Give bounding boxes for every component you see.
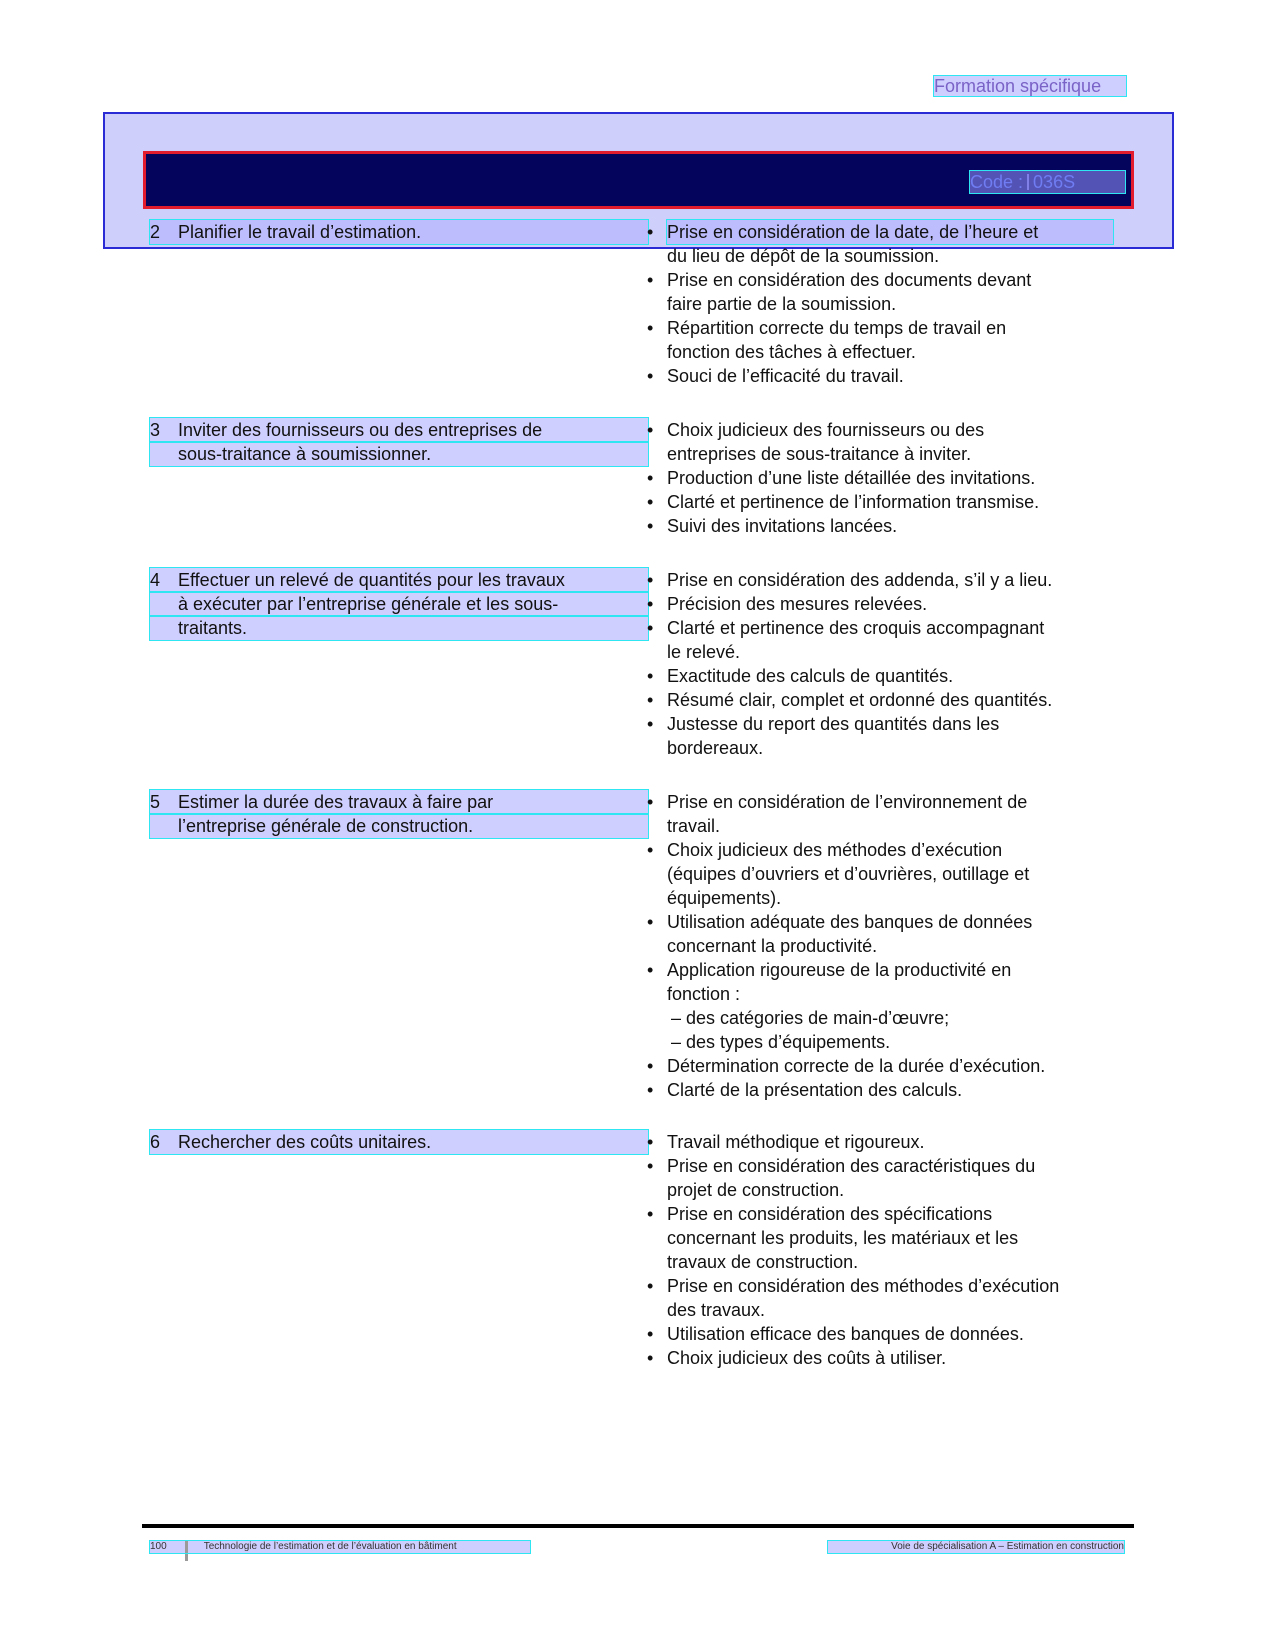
criterion-line: Clarté et pertinence des croquis accompagnant (667, 618, 1045, 638)
competence-line: l’entreprise générale de construction. (150, 814, 648, 838)
bullet-icon: • (647, 1204, 654, 1224)
bullet-icon: • (647, 222, 654, 242)
criterion-item (645, 1322, 1125, 1346)
criterion-line: des travaux. (667, 1300, 766, 1320)
competence-number: 3 (150, 420, 161, 440)
criterion-line: Prise en considération des spécifications (667, 1204, 993, 1224)
bullet-icon: • (647, 1324, 654, 1344)
criteria-list-3 (645, 418, 1125, 538)
bullet-icon: • (647, 792, 654, 812)
competence-4 (150, 568, 648, 640)
criterion-line: Résumé clair, complet et ordonné des quantités. (667, 690, 1053, 710)
criterion-item (645, 790, 1125, 838)
bullet-icon: • (647, 270, 654, 290)
criterion-line: Prise en considération des addenda, s’il y a lieu. (667, 570, 1053, 590)
criterion-line: Détermination correcte de la durée d’exécution. (667, 1056, 1046, 1076)
criterion-line: Prise en considération des documents devant (667, 270, 1032, 290)
criterion-line: Choix judicieux des coûts à utiliser. (667, 1348, 947, 1368)
criterion-line: du lieu de dépôt de la soumission. (667, 246, 940, 266)
criterion-item (645, 664, 1125, 688)
competence-number: 4 (150, 570, 161, 590)
code-field (970, 171, 1125, 193)
criterion-line: concernant la productivité. (667, 936, 878, 956)
competence-line: traitants. (150, 616, 648, 640)
criterion-line: travaux de construction. (667, 1252, 859, 1272)
criterion-line: entreprises de sous-traitance à inviter. (667, 444, 972, 464)
criterion-line: travail. (667, 816, 721, 836)
bullet-icon: • (647, 516, 654, 536)
bullet-icon: • (647, 1132, 654, 1152)
section-label: Formation spécifique (934, 76, 1126, 96)
competence-line: Rechercher des coûts unitaires. (178, 1132, 432, 1152)
criterion-item (645, 592, 1125, 616)
criterion-item (645, 364, 1125, 388)
criterion-line: Prise en considération de la date, de l’heure et (667, 220, 1113, 244)
code-label: Code : (970, 172, 1024, 192)
criteria-list-4 (645, 568, 1125, 760)
bullet-icon: • (647, 714, 654, 734)
competence-3 (150, 418, 648, 466)
competence-line: Inviter des fournisseurs ou des entreprises de (178, 420, 543, 440)
criterion-line: Prise en considération de l’environnement de (667, 792, 1028, 812)
criterion-line: projet de construction. (667, 1180, 845, 1200)
criterion-line: faire partie de la soumission. (667, 294, 897, 314)
code-separator (1027, 174, 1029, 190)
criterion-line: Choix judicieux des fournisseurs ou des (667, 420, 985, 440)
bullet-icon: • (647, 960, 654, 980)
bullet-icon: • (647, 1276, 654, 1296)
criterion-item (645, 316, 1125, 364)
competence-5 (150, 790, 648, 838)
criterion-line: Production d’une liste détaillée des invitations. (667, 468, 1036, 488)
bullet-icon: • (647, 666, 654, 686)
criterion-line: le relevé. (667, 642, 741, 662)
criterion-line: concernant les produits, les matériaux et les (667, 1228, 1019, 1248)
bullet-icon: • (647, 618, 654, 638)
criterion-item (645, 910, 1125, 958)
bullet-icon: • (647, 1348, 654, 1368)
competence-2 (150, 220, 648, 244)
criterion-item (645, 1346, 1125, 1370)
competence-number: 6 (150, 1132, 161, 1152)
criterion-item (645, 466, 1125, 490)
criterion-line: fonction des tâches à effectuer. (667, 342, 916, 362)
criterion-line: fonction : (667, 984, 741, 1004)
competence-line: à exécuter par l’entreprise générale et les sous- (150, 592, 648, 616)
competence-line: Estimer la durée des travaux à faire par (178, 792, 494, 812)
criterion-line: Clarté et pertinence de l’information transmise. (667, 492, 1040, 512)
criterion-line: équipements). (667, 888, 782, 908)
criterion-line: Utilisation adéquate des banques de données (667, 912, 1033, 932)
criterion-line: Prise en considération des caractéristiques du (667, 1156, 1036, 1176)
bullet-icon: • (647, 1056, 654, 1076)
criterion-item (645, 514, 1125, 538)
criterion-item (645, 1202, 1125, 1274)
criterion-line: Précision des mesures relevées. (667, 594, 928, 614)
criterion-line: Clarté de la présentation des calculs. (667, 1080, 963, 1100)
criterion-item (645, 220, 1125, 268)
criterion-line: Choix judicieux des méthodes d’exécution (667, 840, 1003, 860)
criterion-item (645, 712, 1125, 760)
criterion-line: bordereaux. (667, 738, 764, 758)
footer-left (150, 1541, 530, 1553)
bullet-icon: • (647, 492, 654, 512)
criterion-line: Travail méthodique et rigoureux. (667, 1132, 925, 1152)
footer-separator (185, 1541, 188, 1561)
criterion-item (645, 1154, 1125, 1202)
criterion-item (645, 490, 1125, 514)
criterion-item (645, 688, 1125, 712)
bullet-icon: • (647, 594, 654, 614)
bullet-icon: • (647, 690, 654, 710)
bullet-icon: • (647, 1156, 654, 1176)
criterion-line: Suivi des invitations lancées. (667, 516, 898, 536)
criterion-line: Exactitude des calculs de quantités. (667, 666, 954, 686)
competence-6 (150, 1130, 648, 1154)
criterion-item (645, 1130, 1125, 1154)
criteria-list-6 (645, 1130, 1125, 1370)
criterion-item (645, 958, 1125, 1054)
competence-line: sous-traitance à soumissionner. (150, 442, 648, 466)
criterion-subline: – des catégories de main-d’œuvre; (671, 1008, 950, 1028)
criterion-item (645, 1078, 1125, 1102)
criterion-line: Application rigoureuse de la productivité en (667, 960, 1012, 980)
criterion-item (645, 1054, 1125, 1078)
criterion-line: Justesse du report des quantités dans les (667, 714, 1000, 734)
criterion-subline: – des types d’équipements. (671, 1032, 891, 1052)
bullet-icon: • (647, 570, 654, 590)
criterion-item (645, 616, 1125, 664)
criterion-line: Souci de l’efficacité du travail. (667, 366, 904, 386)
bullet-icon: • (647, 318, 654, 338)
criteria-list-5 (645, 790, 1125, 1102)
criterion-item (645, 838, 1125, 910)
competence-line: Effectuer un relevé de quantités pour les travaux (178, 570, 565, 590)
footer-rule (142, 1524, 1134, 1528)
criterion-line: Prise en considération des méthodes d’exécution (667, 1276, 1060, 1296)
competence-line: Planifier le travail d’estimation. (178, 222, 422, 242)
bullet-icon: • (647, 840, 654, 860)
criterion-item (645, 1274, 1125, 1322)
criterion-item (645, 268, 1125, 316)
footer-right: Voie de spécialisation A – Estimation en construction (828, 1541, 1124, 1553)
criteria-list-2 (645, 220, 1125, 388)
competence-number: 2 (150, 222, 161, 242)
bullet-icon: • (647, 420, 654, 440)
bullet-icon: • (647, 366, 654, 386)
criterion-item (645, 568, 1125, 592)
bullet-icon: • (647, 1080, 654, 1100)
criterion-line: (équipes d’ouvriers et d’ouvrières, outillage et (667, 864, 1030, 884)
bullet-icon: • (647, 468, 654, 488)
bullet-icon: • (647, 912, 654, 932)
criterion-line: Utilisation efficace des banques de données. (667, 1324, 1024, 1344)
criterion-item (645, 418, 1125, 466)
competence-number: 5 (150, 792, 161, 812)
footer-document-title: Technologie de l’estimation et de l’évaluation en bâtiment (203, 1541, 457, 1552)
page-number: 100 (150, 1541, 167, 1552)
code-value: 036S (1033, 172, 1076, 192)
criterion-line: Répartition correcte du temps de travail en (667, 318, 1007, 338)
